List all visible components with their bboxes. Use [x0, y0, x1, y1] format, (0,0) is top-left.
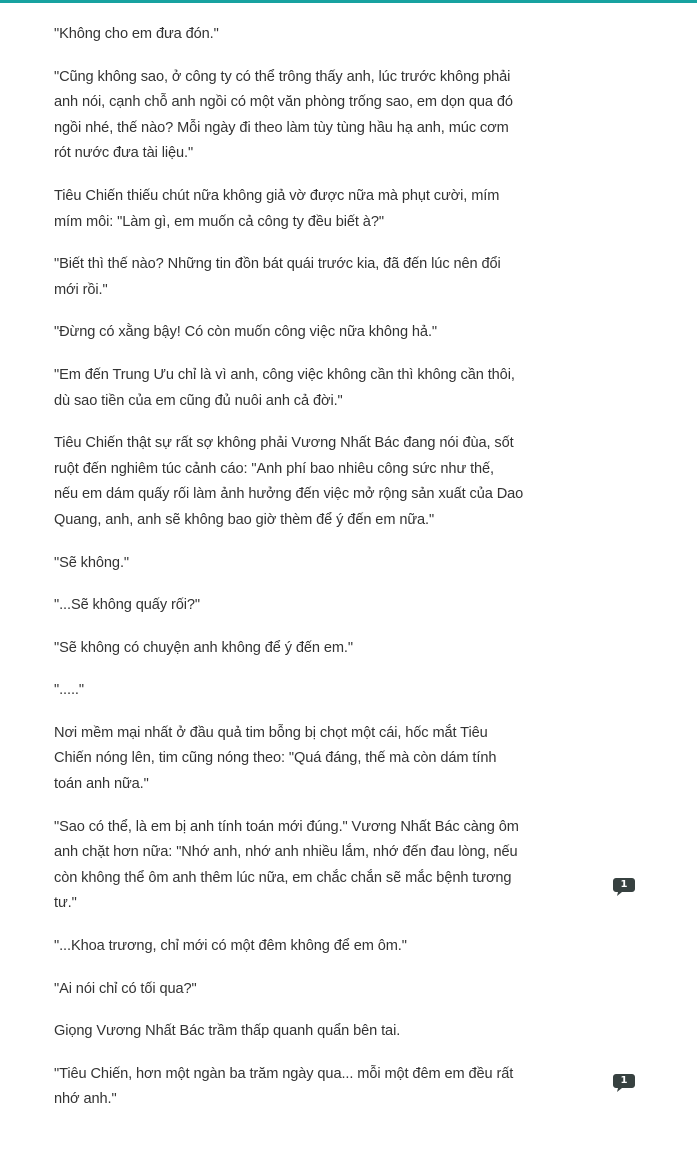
paragraph: Tiêu Chiến thiếu chút nữa không giả vờ được nữa mà phụt cười, mím mím môi: "Làm gì, em muốn cả công ty đều biết à?": [54, 187, 500, 230]
paragraph: "Không cho em đưa đón.": [54, 26, 219, 42]
paragraph: "Tiêu Chiến, hơn một ngàn ba trăm ngày qua... mỗi một đêm em đều rất nhớ anh.": [54, 1065, 514, 1108]
paragraph: "Cũng không sao, ở công ty có thể trông thấy anh, lúc trước không phải anh nói, cạnh chỗ anh ngồi có một văn phòng trống sao, em dọn qua đó ngồi nhé, thế nào? Mỗi ngày đi theo làm tùy tùng hầu hạ anh, múc cơm rót nước đưa tài liệu.": [54, 68, 513, 162]
paragraph: Giọng Vương Nhất Bác trầm thấp quanh quẩn bên tai.: [54, 1023, 401, 1040]
paragraph: ".....": [54, 682, 84, 699]
paragraph: Nơi mềm mại nhất ở đầu quả tim bỗng bị chọt một cái, hốc mắt Tiêu Chiến nóng lên, tim cũng nóng theo: "Quá đáng, thế mà còn dám tính toán anh nữa.": [54, 724, 497, 793]
paragraph: "Ai nói chỉ có tối qua?": [54, 980, 197, 997]
inline-comment-button[interactable]: [613, 1074, 635, 1092]
paragraph: "Em đến Trung Ưu chỉ là vì anh, công việc không cần thì không cần thôi, dù sao tiền của em cũng đủ nuôi anh cả đời.": [54, 366, 515, 409]
inline-comment-button[interactable]: [613, 878, 635, 896]
story-text: [54, 8, 628, 1130]
paragraph: "Sao có thể, là em bị anh tính toán mới đúng." Vương Nhất Bác càng ôm anh chặt hơn nữa: "Nhớ anh, nhớ anh nhiều lắm, nhớ đến đau lòng, nếu còn không thể ôm anh thêm lúc nữa, em chắc chắn sẽ mắc bệnh tương tư.": [54, 818, 519, 912]
paragraph: "Sẽ không có chuyện anh không để ý đến em.": [54, 639, 353, 656]
paragraph-with-comments: [54, 1062, 628, 1113]
paragraph: Tiêu Chiến thật sự rất sợ không phải Vương Nhất Bác đang nói đùa, sốt ruột đến nghiêm túc cảnh cáo: "Anh phí bao nhiêu công sức như thế, nếu em dám quấy rối làm ảnh hưởng đến việc mở rộng sản xuất của Dao Quang, anh, anh sẽ không bao giờ thèm để ý đến em nữa.": [54, 435, 524, 528]
paragraph: "...Khoa trương, chỉ mới có một đêm không để em ôm.": [54, 938, 407, 955]
paragraph: "Đừng có xằng bậy! Có còn muốn công việc nữa không hả.": [54, 324, 437, 341]
paragraph: "Sẽ không.": [54, 554, 129, 571]
paragraph: "...Sẽ không quấy rối?": [54, 597, 200, 614]
top-accent-bar: [0, 0, 697, 3]
comment-count: 1: [620, 879, 628, 891]
paragraph-with-comments: [54, 815, 628, 917]
paragraph: "Biết thì thế nào? Những tin đồn bát quái trước kia, đã đến lúc nên đổi mới rồi.": [54, 256, 501, 298]
comment-count: 1: [620, 1075, 628, 1086]
